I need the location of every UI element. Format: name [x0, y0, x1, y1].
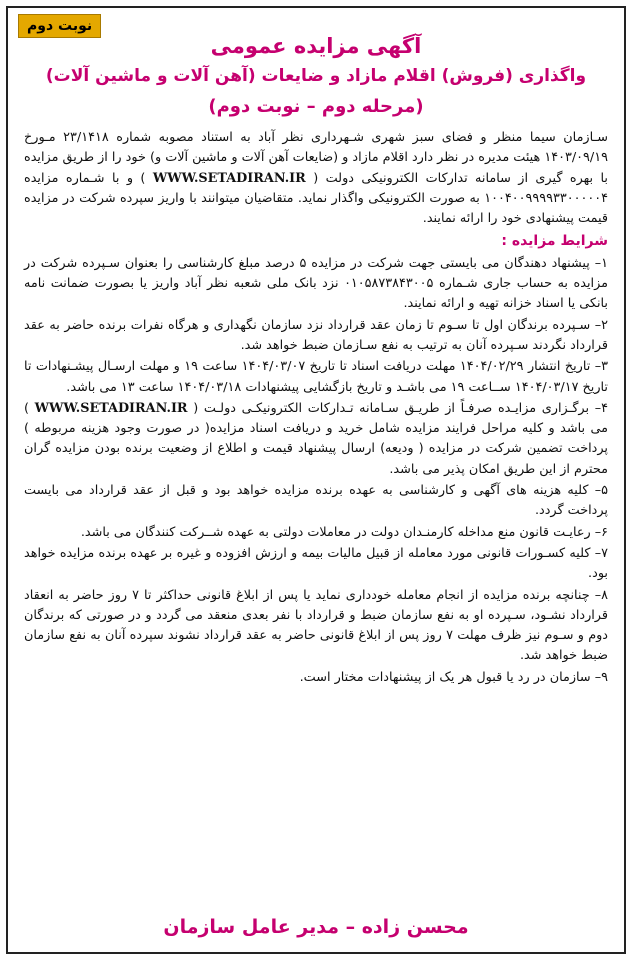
- condition-1: ۱– پیشنهاد دهندگان می بایستی جهت شرکت در مزایده ۵ درصد مبلغ کارشناسی را بعنوان سـپرده شرکت در مزایده به حساب جاری شـماره ۰۱۰۵۸۷۳۸۴۳۰۰۵ نزد بانک ملی شعبه نظر آباد واریز یا بصورت ضمانت نامه بانکی یا اسناد خزانه تهیه و ارائه نمایند.: [24, 255, 608, 312]
- condition-2: ۲– سـپرده برندگان اول تا سـوم تا زمان عقد قرارداد نزد سازمان نگهداری و هرگاه نفرات برنده حاضر به عقد قرارداد نگردند سـپرده آنان به ترتیب به نفع سـازمان ضبط خواهد شد.: [24, 317, 608, 353]
- website-link[interactable]: WWW.SETADIRAN.IR: [152, 170, 306, 186]
- notice-frame: [6, 6, 626, 954]
- conditions-heading: شرایط مزایده :: [501, 233, 608, 250]
- condition-8: ۸– چنانچه برنده مزایده از انجام معامله خودداری نماید یا پس از ابلاغ قانونی حداکثر تا ۷ روز حاضر به انعقاد قرارداد نشـود، سـپرده او به نفع سازمان ضبط و قرارداد با نفر بعدی منعقد می گردد و در صورتی که برندگان دوم و سـوم نیز ظرف مهلت ۷ روز پس از ابلاغ قانونی حاضر به عقد قرارداد نشوند سپرده آنان به نفع سازمان ضبط خواهد شد.: [24, 587, 608, 664]
- condition-9: ۹– سازمان در رد یا قبول هر یک از پیشنهادات مختار است.: [299, 669, 608, 685]
- condition-6: ۶– رعایـت قانون منع مداخله کارمنـدان دولت در معاملات دولتی به عهده شــرکت کنندگان می باشد.: [80, 524, 608, 540]
- condition-4: ۴– برگـزاری مزایـده صرفـاً از طریـق سـامانه تـدارکات الکترونیکـی دولـت ( WWW.SETADIRAN.IR ) می باشد و کلیه مراحل فرایند مزایده شامل خرید و دریافت اسناد مزایده( در صورت وجود هزینه مربوطه ) پرداخت تضمین شرکت در مزایده ( ودیعه) ارسال پیشنهاد قیمت و اطلاع از وضعیت برنده بودن مزایده گران محترم از این طریق امکان پذیر می باشد.: [24, 400, 608, 477]
- round-badge: نوبت دوم: [18, 14, 101, 38]
- notice-subtitle: واگذاری (فروش) اقلام مازاد و ضایعات (آهن آلات و ماشین آلات): [45, 66, 587, 86]
- signature: محسن زاده – مدیر عامل سازمان: [163, 916, 469, 938]
- intro-paragraph: سـازمان سیما منظر و فضای سبز شهری شـهرداری نظر آباد به استناد مصوبه شماره ۲۳/۱۴۱۸ مـورخ ۱۴۰۳/۰۹/۱۹ هیئت مدیره در نظر دارد اقلام مازاد و (ضایعات آهن آلات و ماشین آلات و) خود را از طریق مزایده با بهره گیری از سامانه تدارکات الکترونیکی دولت ( WWW.SETADIRAN.IR ) و با شـماره مزایده ۱۰۰۴۰۰۹۹۹۹۳۳۰۰۰۰۰۴ به صورت الکترونیکی واگذار نماید. متقاضیان میتوانند با واریز سپرده شرکت در مزایده قیمت پیشنهادی خود را ارائه نمایند.: [24, 130, 608, 227]
- notice-title: آگهی مزایده عمومی: [210, 34, 422, 58]
- condition-5: ۵– کلیه هزینه های آگهی و کارشناسی به عهده برنده مزایده خواهد بود و قبل از عقد قرارداد می بایست پرداخت گردد.: [24, 483, 608, 519]
- condition-7: ۷– کلیه کسـورات قانونی مورد معامله از قبیل مالیات بیمه و ارزش افزوده و غیره بر عهده برنده مزایده خواهد بود.: [24, 545, 608, 582]
- notice-stage: (مرحله دوم – نوبت دوم): [208, 96, 424, 117]
- condition-3: ۳– تاریخ انتشار ۱۴۰۴/۰۲/۲۹ مهلت دریافت اسناد تا تاریخ ۱۴۰۴/۰۳/۰۷ ساعت ۱۹ و مهلت ارسـال پیشـنهادات تا تاریخ ۱۴۰۴/۰۳/۱۷ ســاعت ۱۹ می باشـد و تاریخ بازگشایی پیشنهادات ۱۴۰۴/۰۳/۱۸ ساعت ۱۳ می باشد.: [24, 359, 608, 395]
- notice-body: [24, 128, 608, 689]
- website-link-2[interactable]: WWW.SETADIRAN.IR: [34, 400, 188, 416]
